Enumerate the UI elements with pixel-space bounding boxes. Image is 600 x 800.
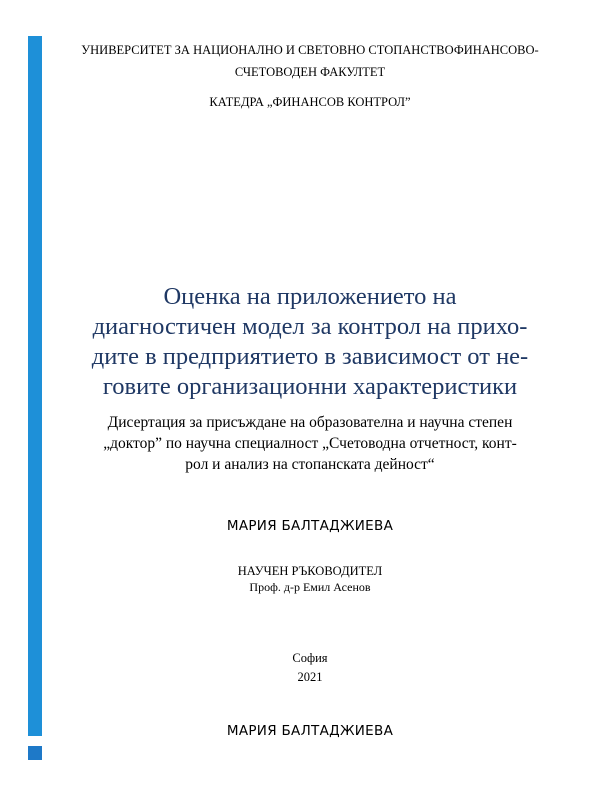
decorative-side-bar	[28, 36, 42, 736]
city: София	[292, 651, 328, 665]
university-line-2: СЧЕТОВОДЕН ФАКУЛТЕТ	[234, 65, 386, 79]
title-line-2: диагностичен модел за контрол на прихо-	[92, 313, 528, 340]
subtitle-line-2: „доктор” по научна специалност „Счетоводна отчетност, конт-	[103, 435, 517, 452]
university-name	[60, 39, 560, 83]
title-line-1: Оценка на приложението на	[163, 283, 457, 310]
supervisor-name: Проф. д-р Емил Асенов	[249, 580, 371, 594]
subtitle-line-3: рол и анализ на стопанската дейност“	[185, 456, 435, 473]
dissertation-title	[60, 282, 560, 402]
university-line-1: УНИВЕРСИТЕТ ЗА НАЦИОНАЛНО И СВЕТОВНО СТОПАНСТВОФИНАНСОВО-	[81, 43, 539, 57]
author-name: МАРИЯ БАЛТАДЖИЕВА	[226, 518, 394, 534]
year: 2021	[297, 670, 323, 684]
footer-author-name: МАРИЯ БАЛТАДЖИЕВА	[226, 723, 394, 739]
title-line-4: говите организационни характеристики	[102, 373, 518, 400]
subtitle-line-1: Дисертация за присъждане на образователна и научна степен	[107, 414, 513, 431]
dissertation-subtitle	[60, 412, 560, 475]
department-name: КАТЕДРА „ФИНАНСОВ КОНТРОЛ”	[209, 95, 411, 109]
supervisor-label: НАУЧЕН РЪКОВОДИТЕЛ	[237, 564, 383, 578]
title-line-3: дите в предприятието в зависимост от не-	[91, 343, 529, 370]
decorative-side-square	[28, 746, 42, 760]
